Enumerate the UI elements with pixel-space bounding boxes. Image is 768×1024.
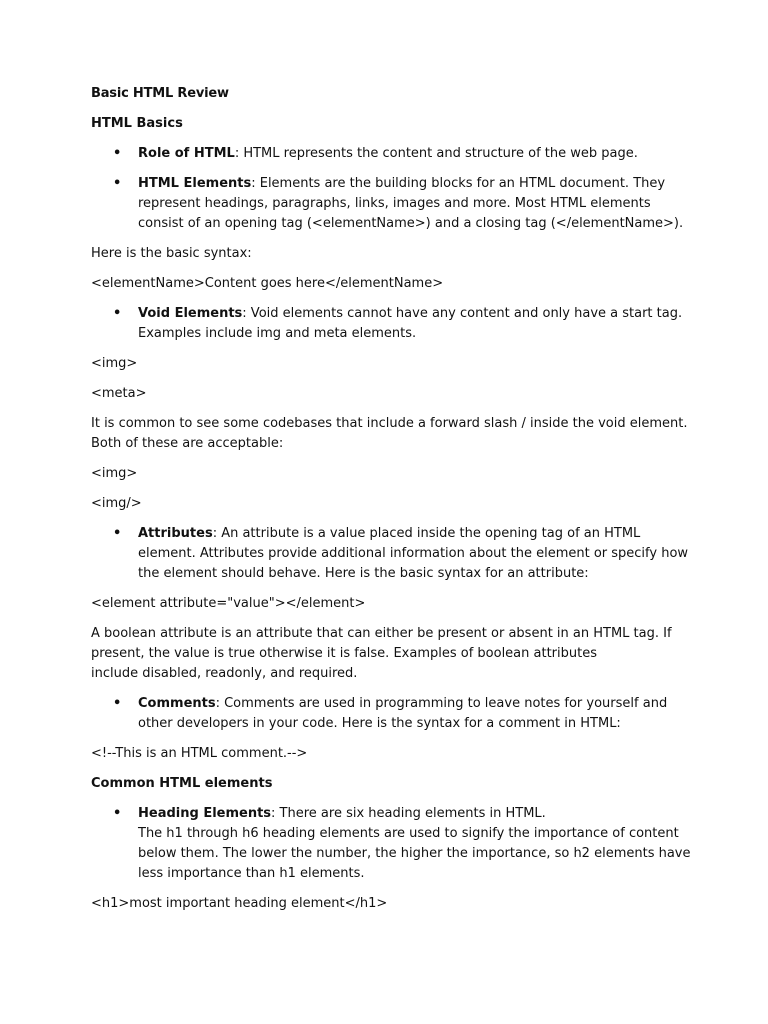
bullet-list-comments	[91, 694, 691, 734]
slash-example-img-slash: <img/>	[91, 496, 142, 511]
bullet-icon: •	[113, 526, 122, 541]
desc-elements: : Elements are the building blocks for an HTML document. They represent headings, paragraphs, links, images and more. Most HTML elements consist of an opening tag (<elementName>) and a closing tag (</elementName>).	[138, 176, 684, 231]
document-title: Basic HTML Review	[91, 86, 229, 101]
term-void: Void Elements	[138, 306, 243, 321]
bullet-list-basics	[91, 144, 691, 234]
desc-void: : Void elements cannot have any content and only have a start tag. Examples include img and meta elements.	[138, 306, 683, 341]
term-comments: Comments	[138, 696, 216, 711]
comment-example: <!--This is an HTML comment.-->	[91, 746, 308, 761]
desc-role: : HTML represents the content and structure of the web page.	[234, 146, 638, 161]
list-item-role	[91, 144, 691, 164]
document-body	[91, 84, 691, 924]
syntax-example: <elementName>Content goes here</elementName>	[91, 276, 444, 291]
bullet-icon: •	[113, 806, 122, 821]
bullet-icon: •	[113, 696, 122, 711]
desc-headings: : There are six heading elements in HTML.	[271, 806, 546, 821]
desc-headings-detail: The h1 through h6 heading elements are used to signify the importance of content below them. The lower the number, the higher the importance, so h2 elements have less importance than h1 elements.	[138, 826, 691, 881]
bullet-icon: •	[113, 306, 122, 321]
term-attributes: Attributes	[138, 526, 213, 541]
syntax-intro: Here is the basic syntax:	[91, 246, 252, 261]
list-item-void	[91, 304, 691, 344]
void-example-img: <img>	[91, 356, 138, 371]
list-item-comments	[91, 694, 691, 734]
void-example-meta: <meta>	[91, 386, 147, 401]
h1-example: <h1>most important heading element</h1>	[91, 896, 388, 911]
bullet-list-void	[91, 304, 691, 344]
term-elements: HTML Elements	[138, 176, 252, 191]
bullet-list-attributes	[91, 524, 691, 584]
bullet-list-common	[91, 804, 691, 884]
list-item-headings	[91, 804, 691, 884]
slash-example-img: <img>	[91, 466, 138, 481]
boolean-note-line-2: include disabled, readonly, and required.	[91, 666, 358, 681]
list-item-elements	[91, 174, 691, 234]
term-headings: Heading Elements	[138, 806, 272, 821]
list-item-attributes	[91, 524, 691, 584]
slash-note: It is common to see some codebases that include a forward slash / inside the void element. Both of these are acceptable:	[91, 416, 688, 451]
term-role: Role of HTML	[138, 146, 235, 161]
boolean-note	[91, 624, 691, 684]
section-heading-common-elements: Common HTML elements	[91, 776, 273, 791]
bullet-icon: •	[113, 176, 122, 191]
desc-comments: : Comments are used in programming to leave notes for yourself and other developers in your code. Here is the syntax for a comment in HTML:	[138, 696, 668, 731]
boolean-note-line-1: A boolean attribute is an attribute that can either be present or absent in an HTML tag. If present, the value is true otherwise it is false. Examples of boolean attributes	[91, 626, 672, 661]
attribute-example: <element attribute="value"></element>	[91, 596, 366, 611]
bullet-icon: •	[113, 146, 122, 161]
desc-attributes: : An attribute is a value placed inside the opening tag of an HTML element. Attributes provide additional information about the element or specify how the element should behave. Here is the basic syntax for an attribute:	[138, 526, 689, 581]
section-heading-html-basics: HTML Basics	[91, 116, 183, 131]
